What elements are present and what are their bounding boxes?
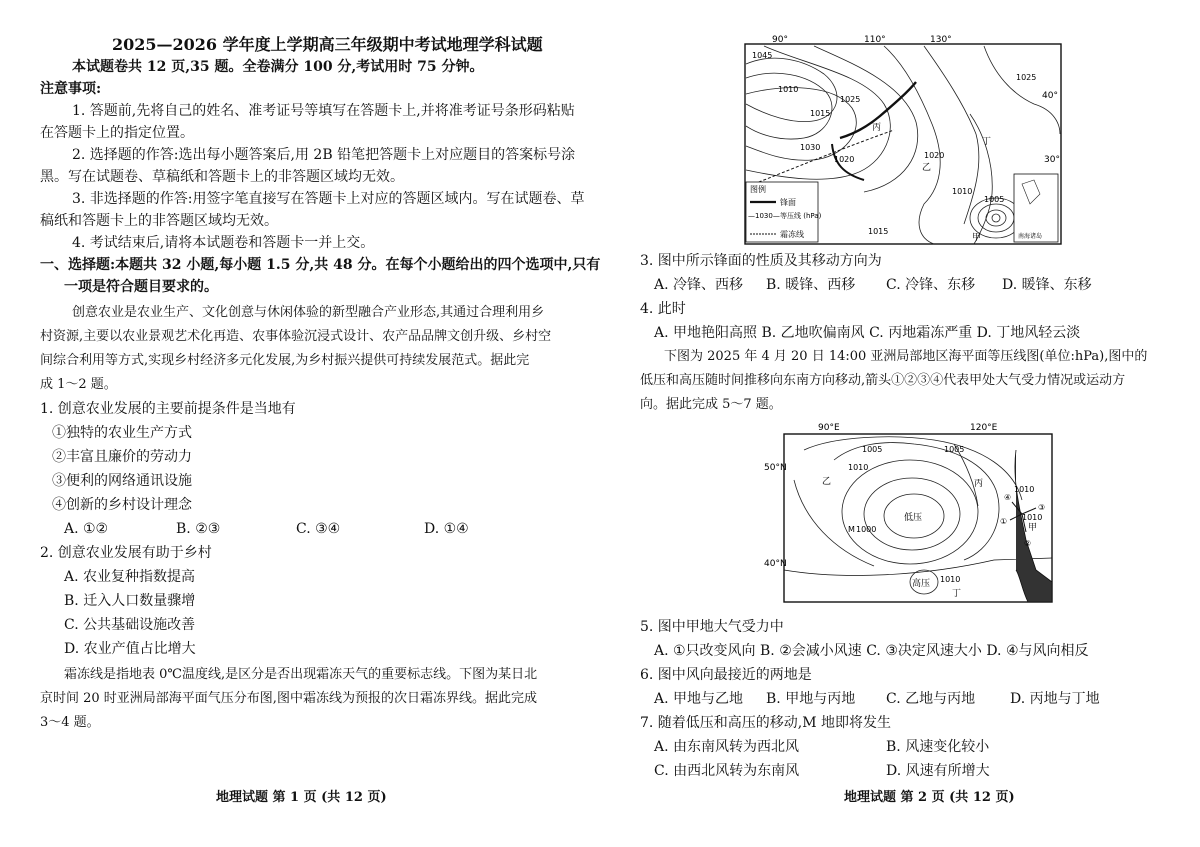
passage-line: 低压和高压随时间推移向东南方向移动,箭头①②③④代表甲处大气受力情况或运动方 [640,373,1126,388]
high-pressure-label: 高压 [912,579,931,589]
sea-level-pressure-map-1 [744,34,1070,246]
isobar-label: 1010 [952,187,973,196]
lon-label: 90°E [818,423,840,433]
q5-options: A. ①只改变风向 B. ②会减小风速 C. ③决定风速大小 D. ④与风向相反 [654,643,1089,659]
isobar-label: 1015 [810,109,831,118]
notice-line: 在答题卡上的指定位置。 [40,125,194,141]
notice-line: 4. 考试结束后,请将本试题卷和答题卡一并上交。 [72,235,375,251]
legend-item: —1030— [748,212,780,220]
lat-label: 50°N [764,463,787,473]
q6-option-d: D. 丙地与丁地 [1010,691,1100,707]
section-heading: 一、选择题:本题共 32 小题,每小题 1.5 分,共 48 分。在每个小题给出的四个选项中,只有 [40,257,601,273]
notice-line: 3. 非选择题的作答:用签字笔直接写在答题卡上对应的答题区域内。写在试题卷、草 [72,191,585,207]
isobar-label: 1010 [940,575,961,584]
question-5: 5. 图中甲地大气受力中 [640,619,784,635]
q7-option-c: C. 由西北风转为东南风 [654,763,800,779]
sea-level-pressure-map-2 [764,420,1054,606]
q3-option-d: D. 暖锋、东移 [1002,277,1092,293]
question-6: 6. 图中风向最接近的两地是 [640,667,812,683]
legend-item: 霜冻线 [780,230,804,239]
lon-label: 120°E [970,423,998,433]
section-heading: 一项是符合题目要求的。 [64,279,218,295]
exam-info: 本试题卷共 12 页,35 题。全卷满分 100 分,考试用时 75 分钟。 [72,59,484,75]
place-ding: 丁 [952,589,962,599]
isobar-label: 1045 [752,51,773,60]
question-1: 1. 创意农业发展的主要前提条件是当地有 [40,401,296,417]
q7-option-d: D. 风速有所增大 [886,763,990,779]
notice-line: 稿纸和答题卡上的非答题区域均无效。 [40,213,278,229]
passage-line: 霜冻线是指地表 0℃温度线,是区分是否出现霜冻天气的重要标志线。下图为某日北 [64,667,538,682]
q1-item: ①独特的农业生产方式 [52,425,192,441]
exam-title: 2025—2026 学年度上学期高三年级期中考试地理学科试题 [112,35,543,54]
q1-item: ④创新的乡村设计理念 [52,497,192,513]
place-m: M [848,525,855,534]
lon-label: 90° [772,35,788,45]
passage-line: 创意农业是农业生产、文化创意与休闲体验的新型融合产业形态,其通过合理利用乡 [72,305,545,320]
isobar-label: 1030 [800,143,821,152]
isobar-label: 1005 [984,195,1005,204]
legend [746,182,822,242]
isobar-label: 1010 [1022,513,1043,522]
arrow-label: ③ [1038,503,1046,512]
q1-option-b: B. ②③ [176,521,221,537]
place-bing: 丙 [974,479,984,489]
q1-option-a: A. ①② [64,521,109,537]
q2-option-c: C. 公共基础设施改善 [64,617,196,633]
place-yi: 乙 [822,477,832,487]
isobar-label: 1005 [944,445,965,454]
isobar-label: 1020 [834,155,855,164]
lat-label: 30° [1044,155,1060,165]
passage-line: 下图为 2025 年 4 月 20 日 14:00 亚洲局部地区海平面等压线图(单位:hPa),图中的 [664,349,1148,364]
place-jia: 甲 [972,233,982,243]
page-footer: 地理试题 第 1 页 (共 12 页) [216,790,387,805]
isobar-label: 1010 [848,463,869,472]
passage-line: 向。据此完成 5～7 题。 [640,397,782,412]
lat-label: 40° [1042,91,1058,101]
q7-option-a: A. 由东南风转为西北风 [654,739,800,755]
arrow-label: ② [1024,539,1032,548]
isobar-label: 1015 [868,227,889,236]
q1-item: ③便利的网络通讯设施 [52,473,192,489]
q2-option-d: D. 农业产值占比增大 [64,641,196,657]
lon-label: 110° [864,35,886,45]
passage-line: 间综合利用等方式,实现乡村经济多元化发展,为乡村振兴提供可持续发展范式。据此完 [40,353,530,368]
question-2: 2. 创意农业发展有助于乡村 [40,545,212,561]
legend-item: 等压线 (hPa) [780,212,822,220]
isobar-label: 1000 [856,525,877,534]
notice-line: 2. 选择题的作答:选出每小题答案后,用 2B 铅笔把答题卡上对应题目的答案标号涂 [72,147,576,163]
q1-item: ②丰富且廉价的劳动力 [52,449,192,465]
notice-line: 1. 答题前,先将自己的姓名、准考证号等填写在答题卡上,并将准考证号条形码粘贴 [72,103,575,119]
notice-heading: 注意事项: [40,81,102,97]
lat-label: 40°N [764,559,787,569]
isobar-label: 1005 [862,445,883,454]
legend-title: 图例 [750,185,766,194]
place-ding: 丁 [982,137,992,147]
q2-option-b: B. 迁入人口数量骤增 [64,593,196,609]
q6-option-c: C. 乙地与丙地 [886,691,976,707]
q3-option-c: C. 冷锋、东移 [886,277,976,293]
question-4: 4. 此时 [640,301,686,317]
q2-option-a: A. 农业复种指数提高 [64,569,196,585]
q4-options: A. 甲地艳阳高照 B. 乙地吹偏南风 C. 丙地霜冻严重 D. 丁地风轻云淡 [654,325,1081,341]
isobar-label: 1010 [1014,485,1035,494]
page-footer: 地理试题 第 2 页 (共 12 页) [844,790,1015,805]
q6-option-b: B. 甲地与丙地 [766,691,856,707]
notice-line: 黑。写在试题卷、草稿纸和答题卡上的非答题区域均无效。 [40,169,404,185]
place-jia: 甲 [1028,523,1038,533]
isobar-label: 1010 [778,85,799,94]
q7-option-b: B. 风速变化较小 [886,739,990,755]
passage-line: 京时间 20 时亚洲局部海平面气压分布图,图中霜冻线为预报的次日霜冻界线。据此完成 [40,691,537,706]
question-3: 3. 图中所示锋面的性质及其移动方向为 [640,253,882,269]
place-yi: 乙 [922,163,932,173]
q3-option-b: B. 暖锋、西移 [766,277,856,293]
q1-option-d: D. ①④ [424,521,469,537]
isobar-label: 1025 [1016,73,1037,82]
low-pressure-label: 低压 [904,513,923,523]
passage-line: 成 1～2 题。 [40,377,117,392]
lon-label: 130° [930,35,952,45]
place-bing: 丙 [872,123,882,133]
q1-option-c: C. ③④ [296,521,341,537]
isobar-label: 1025 [840,95,861,104]
q3-option-a: A. 冷锋、西移 [654,277,744,293]
passage-line: 村资源,主要以农业景观艺术化再造、农事体验沉浸式设计、农产品品牌文创升级、乡村空 [40,329,552,344]
isobar-label: 1020 [924,151,945,160]
legend-item: 锋面 [780,198,796,207]
passage-line: 3～4 题。 [40,715,100,730]
arrow-label: ④ [1004,493,1012,502]
question-7: 7. 随着低压和高压的移动,M 地即将发生 [640,715,892,731]
q6-option-a: A. 甲地与乙地 [654,691,744,707]
south-china-sea-inset [1014,174,1058,242]
inset-label: 南海诸岛 [1018,233,1043,240]
arrow-label: ① [1000,517,1008,526]
